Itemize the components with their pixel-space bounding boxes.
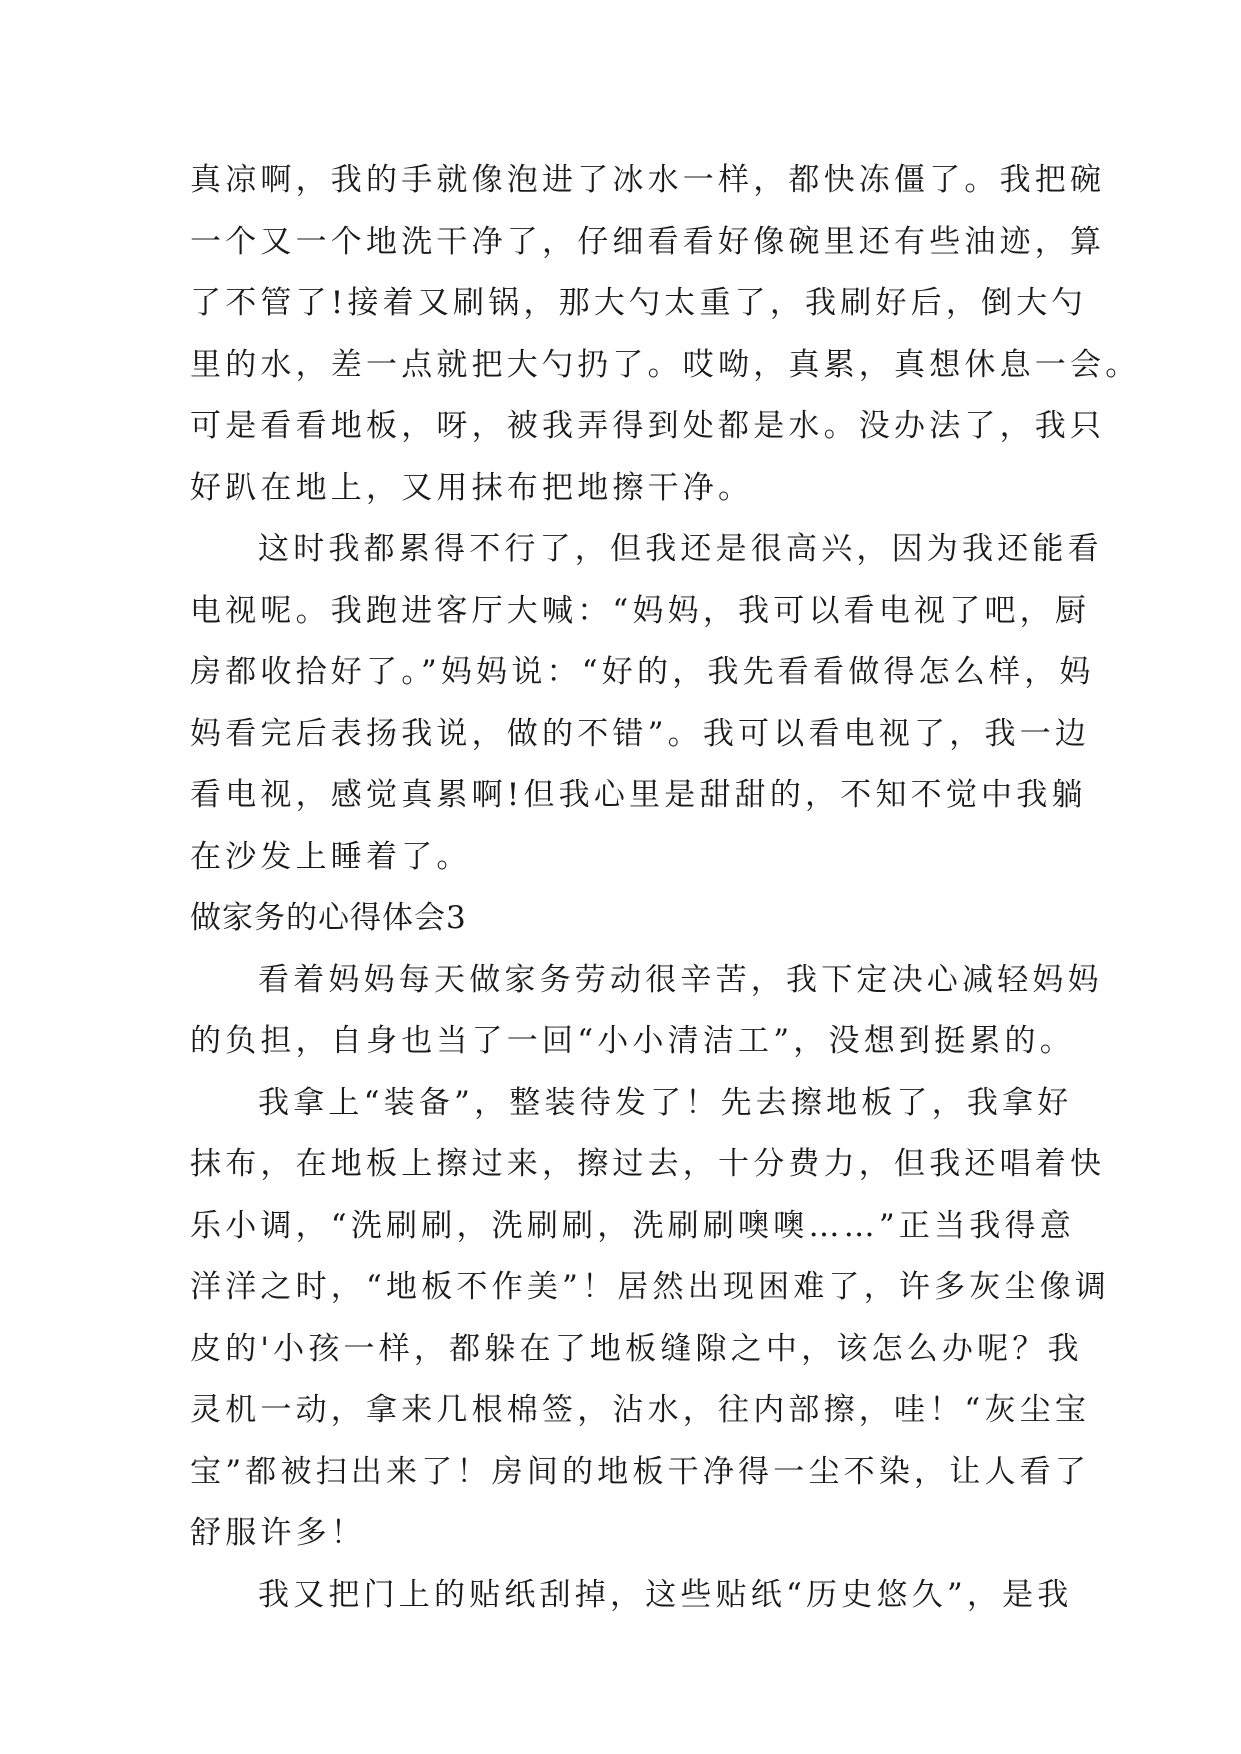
text-line: 里的水，差一点就把大勺扔了。哎呦，真累，真想休息一会。 <box>190 346 1141 383</box>
text-line: 一个又一个地洗干净了，仔细看看好像碗里还有些油迹，算 <box>190 223 1106 260</box>
text-line: 房都收拾好了。”妈妈说：“好的，我先看看做得怎么样，妈 <box>190 654 1095 690</box>
text-line: 妈看完后表扬我说，做的不错”。我可以看电视了，我一边 <box>190 715 1091 752</box>
document-body <box>190 150 1141 1626</box>
text-line: 乐小调，“洗刷刷，洗刷刷，洗刷刷噢噢……”正当我得意 <box>190 1207 1075 1244</box>
text-line: 可是看看地板，呀，被我弄得到处都是水。没办法了，我只 <box>190 408 1106 444</box>
text-line: 电视呢。我跑进客厅大喊：“妈妈，我可以看电视了吧，厨 <box>190 592 1091 629</box>
text-line: 舒服许多！ <box>190 1515 366 1551</box>
text-line: 皮的'小孩一样，都躲在了地板缝隙之中，该怎么办呢？我 <box>190 1330 1083 1367</box>
text-line: 宝”都被扫出来了！房间的地板干净得一尘不染，让人看了 <box>190 1453 1091 1490</box>
text-line: 洋洋之时，“地板不作美”！居然出现困难了，许多灰尘像调 <box>190 1269 1111 1305</box>
paragraph-first-line: 看着妈妈每天做家务劳动很辛苦，我下定决心减轻妈妈 <box>258 961 1103 998</box>
text-line: 灵机一动，拿来几根棉签，沾水，往内部擦，哇！“灰尘宝 <box>190 1392 1091 1428</box>
text-line: 在沙发上睡着了。 <box>190 838 472 875</box>
paragraph-first-line: 我又把门上的贴纸刮掉，这些贴纸“历史悠久”，是我 <box>258 1576 1073 1613</box>
text-line: 好趴在地上，又用抹布把地擦干净。 <box>190 469 754 506</box>
text-line: 真凉啊，我的手就像泡进了冰水一样，都快冻僵了。我把碗 <box>190 162 1106 198</box>
text-line: 的负担，自身也当了一回“小小清洁工”，没想到挺累的。 <box>190 1023 1075 1059</box>
paragraph-first-line: 这时我都累得不行了，但我还是很高兴，因为我还能看 <box>258 531 1103 567</box>
paragraph-first-line: 我拿上“装备”，整装待发了！先去擦地板了，我拿好 <box>258 1084 1073 1121</box>
text-line: 抹布，在地板上擦过来，擦过去，十分费力，但我还唱着快 <box>190 1146 1106 1182</box>
text-line: 看电视，感觉真累啊!但我心里是甜甜的，不知不觉中我躺 <box>190 777 1087 813</box>
section-heading: 做家务的心得体会3 <box>190 900 467 936</box>
text-line: 了不管了!接着又刷锅，那大勺太重了，我刷好后，倒大勺 <box>190 285 1087 321</box>
